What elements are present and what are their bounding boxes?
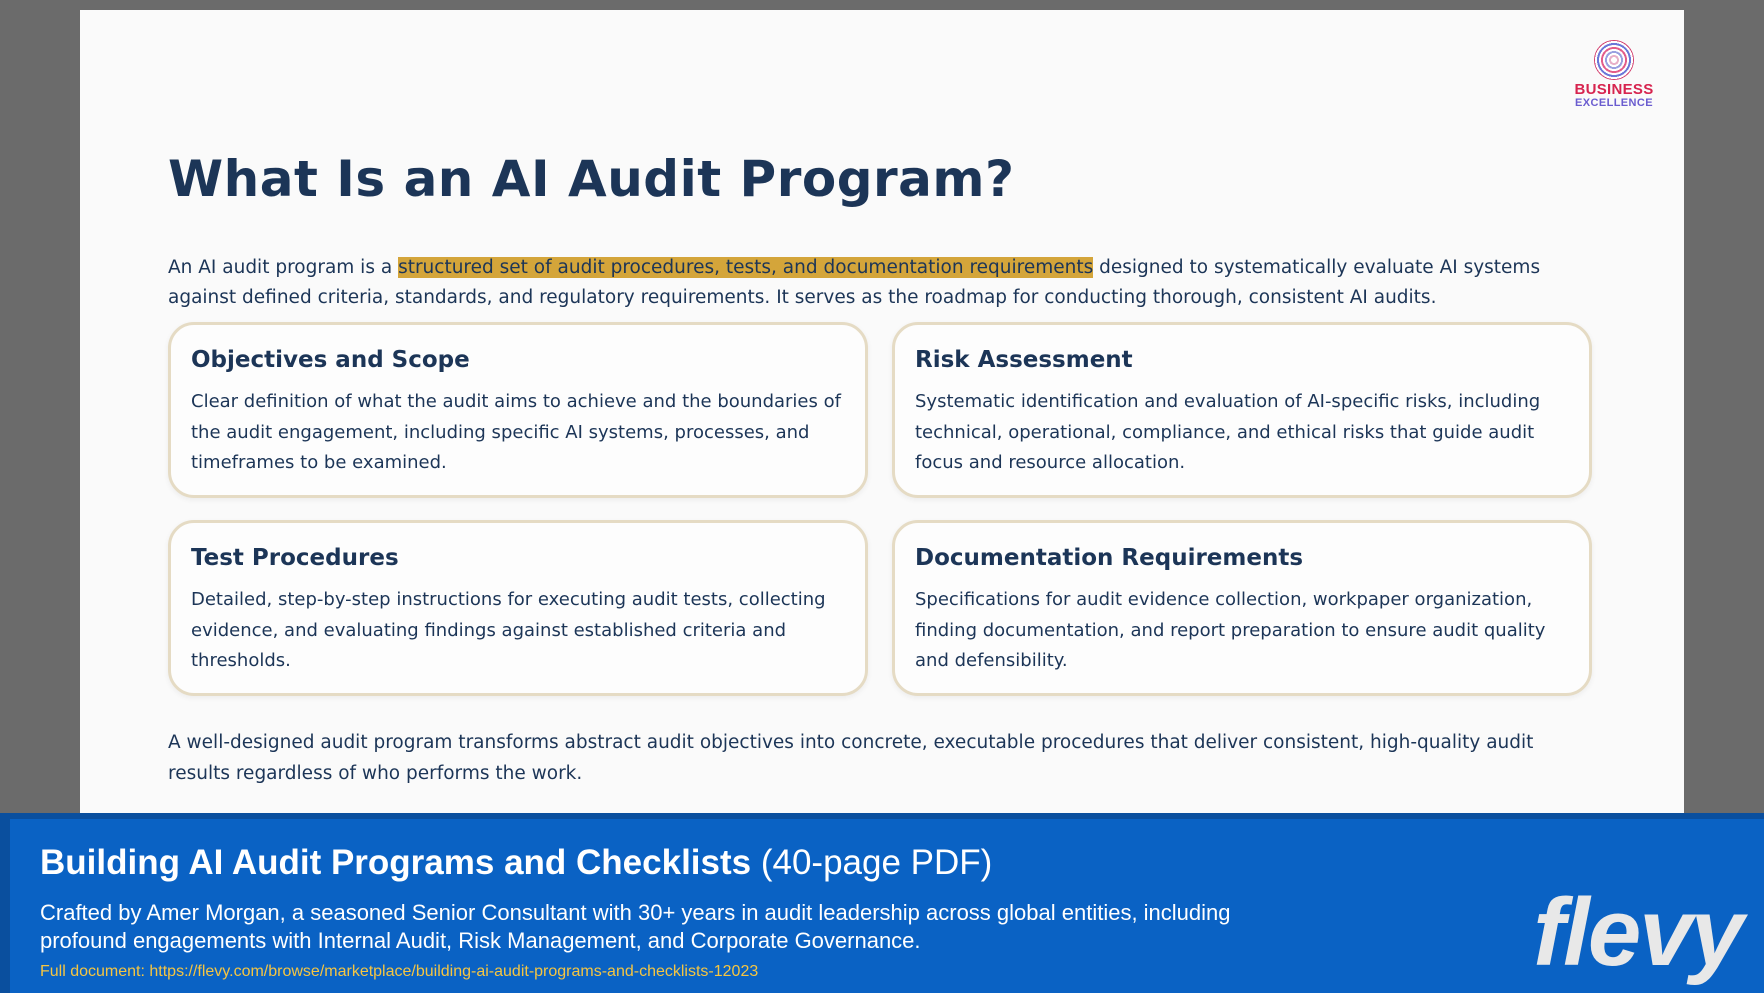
intro-text-before: An AI audit program is a (168, 257, 399, 278)
card-objectives-scope (168, 322, 868, 498)
card-documentation-requirements (892, 520, 1592, 696)
intro-paragraph (168, 253, 1598, 313)
fingerprint-icon (1594, 40, 1634, 80)
slide (80, 10, 1684, 813)
promo-banner (0, 813, 1764, 993)
card-body: Specifications for audit evidence collection, workpaper organization, finding documentation, and report preparation to ensure audit quality and defensibility. (915, 589, 1546, 671)
banner-accent-bar (0, 819, 10, 993)
card-body: Systematic identification and evaluation of AI-specific risks, including technical, operational, compliance, and ethical risks that guide audit focus and resource allocation. (915, 391, 1541, 473)
card-title: Risk Assessment (915, 347, 1133, 373)
banner-description: Crafted by Amer Morgan, a seasoned Senior Consultant with 30+ years in audit leadership across global entities, including profound engagements with Internal Audit, Risk Management, and Corporate Governance. (40, 900, 1231, 953)
document-link[interactable]: Full document: https://flevy.com/browse/marketplace/building-ai-audit-programs-and-checklists-12023 (40, 963, 759, 980)
card-title: Objectives and Scope (191, 347, 470, 373)
flevy-logo[interactable]: flevy (1533, 879, 1742, 986)
card-title: Test Procedures (191, 545, 399, 571)
card-body: Detailed, step-by-step instructions for executing audit tests, collecting evidence, and evaluating findings against established criteria and thresholds. (191, 589, 826, 671)
business-excellence-logo (1574, 40, 1654, 110)
card-risk-assessment (892, 322, 1592, 498)
card-test-procedures (168, 520, 868, 696)
banner-title (40, 843, 992, 883)
intro-text-after: designed to systematically evaluate AI systems against defined criteria, standards, and regulatory requirements. It serves as the roadmap for conducting thorough, consistent AI audits. (168, 257, 1541, 308)
logo-line-2: EXCELLENCE (1575, 97, 1653, 109)
card-title: Documentation Requirements (915, 545, 1304, 571)
card-body: Clear definition of what the audit aims to achieve and the boundaries of the audit engagement, including specific AI systems, processes, and timeframes to be examined. (191, 391, 841, 473)
page-title: What Is an AI Audit Program? (168, 150, 1015, 208)
banner-title-main: Building AI Audit Programs and Checklists (40, 843, 752, 882)
banner-title-pages: (40-page PDF) (751, 843, 993, 882)
intro-highlight: structured set of audit procedures, tests, and documentation requirements (398, 257, 1094, 278)
logo-line-1: BUSINESS (1574, 81, 1654, 98)
outro-paragraph: A well-designed audit program transforms abstract audit objectives into concrete, executable procedures that deliver consistent, high-quality audit results regardless of who performs the work. (168, 732, 1534, 784)
